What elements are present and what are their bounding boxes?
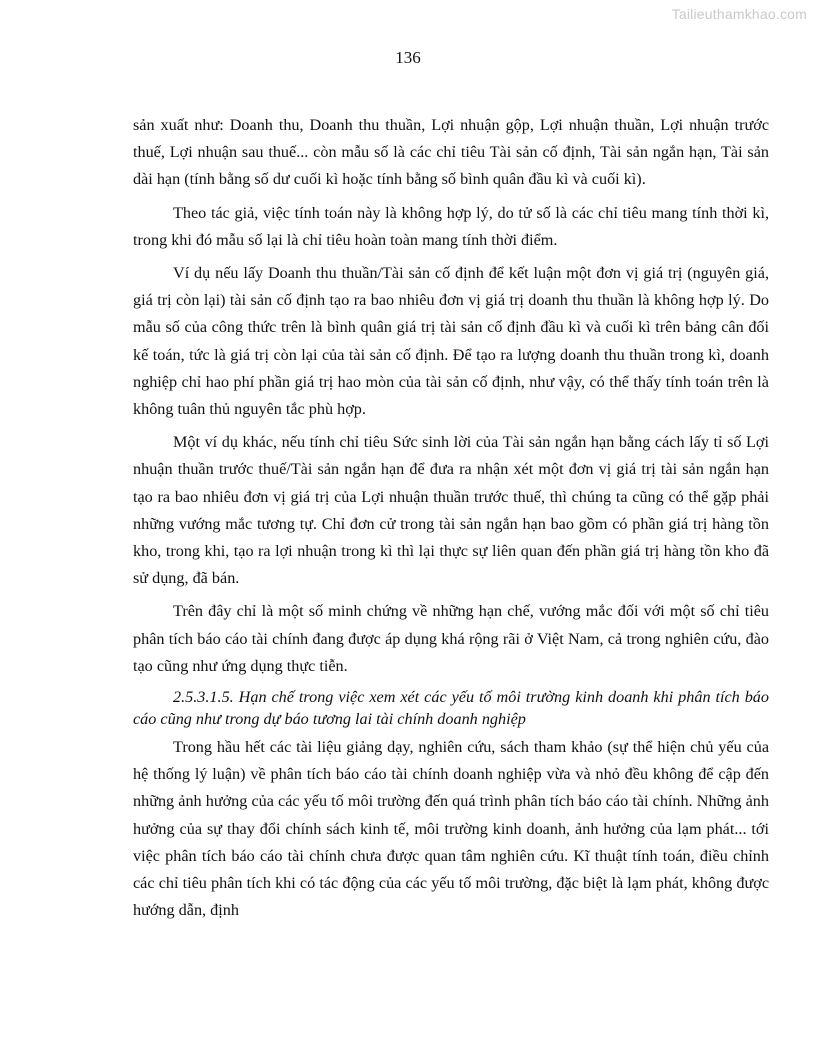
paragraph: Trên đây chỉ là một số minh chứng về những hạn chế, vướng mắc đối với một số chỉ tiêu phân tích báo cáo tài chính đang được áp dụng khá rộng rãi ở Việt Nam, cả trong nghiên cứu, đào tạo cũng như ứng dụng thực tiễn. — [133, 602, 769, 675]
paragraph: sản xuất như: Doanh thu, Doanh thu thuần, Lợi nhuận gộp, Lợi nhuận thuần, Lợi nhuận trước thuế, Lợi nhuận sau thuế... còn mẫu số là các chỉ tiêu Tài sản cố định, Tài sản ngắn hạn, Tài sản dài hạn (tính bằng số dư cuối kì hoặc tính bằng số bình quân đầu kì và cuối kì). — [133, 116, 769, 189]
paragraph: Ví dụ nếu lấy Doanh thu thuần/Tài sản cố định để kết luận một đơn vị giá trị (nguyên giá, giá trị còn lại) tài sản cố định tạo ra bao nhiêu đơn vị giá trị doanh thu thuần là không hợp lý. Do mẫu số của công thức trên là bình quân giá trị tài sản cố định đầu kì và cuối kì trên bảng cân đối kế toán, tức là giá trị còn lại của tài sản cố định. Để tạo ra lượng doanh thu thuần trong kì, doanh nghiệp chỉ hao phí phần giá trị hao mòn của tài sản cố định, như vậy, có thể thấy tính toán trên là không tuân thủ nguyên tắc phù hợp. — [133, 264, 769, 419]
paragraph: Một ví dụ khác, nếu tính chỉ tiêu Sức sinh lời của Tài sản ngắn hạn bằng cách lấy tỉ số Lợi nhuận thuần trước thuế/Tài sản ngắn hạn để đưa ra nhận xét một đơn vị giá trị tài sản ngắn hạn tạo ra bao nhiêu đơn vị giá trị của Lợi nhuận thuần trước thuế, thì chúng ta cũng có thể gặp phải những vướng mắc tương tự. Chỉ đơn cử trong tài sản ngắn hạn bao gồm có phần giá trị hàng tồn kho, trong khi, tạo ra lợi nhuận trong kì thì lại thực sự liên quan đến phần giá trị hàng tồn kho đã sử dụng, đã bán. — [133, 433, 769, 588]
section-heading: 2.5.3.1.5. Hạn chế trong việc xem xét các yếu tố môi trường kinh doanh khi phân tích báo cáo cũng như trong dự báo tương lai tài chính doanh nghiệp — [133, 688, 769, 729]
page-body — [133, 112, 769, 930]
page-number: 136 — [395, 48, 421, 67]
paragraph: Theo tác giả, việc tính toán này là không hợp lý, do tử số là các chỉ tiêu mang tính thời kì, trong khi đó mẫu số lại là chỉ tiêu hoàn toàn mang tính thời điểm. — [133, 203, 769, 249]
watermark-text: Tailieuthamkhao.com — [671, 6, 807, 22]
paragraph: Trong hầu hết các tài liệu giảng dạy, nghiên cứu, sách tham khảo (sự thể hiện chủ yếu của hệ thống lý luận) về phân tích báo cáo tài chính doanh nghiệp vừa và nhỏ đều không để cập đến những ảnh hưởng của các yếu tố môi trường đến quá trình phân tích báo cáo tài chính. Những ảnh hưởng của sự thay đổi chính sách kinh tế, môi trường kinh doanh, ảnh hưởng của lạm phát... tới việc phân tích báo cáo tài chính chưa được quan tâm nghiên cứu. Kĩ thuật tính toán, điều chỉnh các chỉ tiêu phân tích khi có tác động của các yếu tố môi trường, đặc biệt là lạm phát, không được hướng dẫn, định — [133, 738, 769, 920]
